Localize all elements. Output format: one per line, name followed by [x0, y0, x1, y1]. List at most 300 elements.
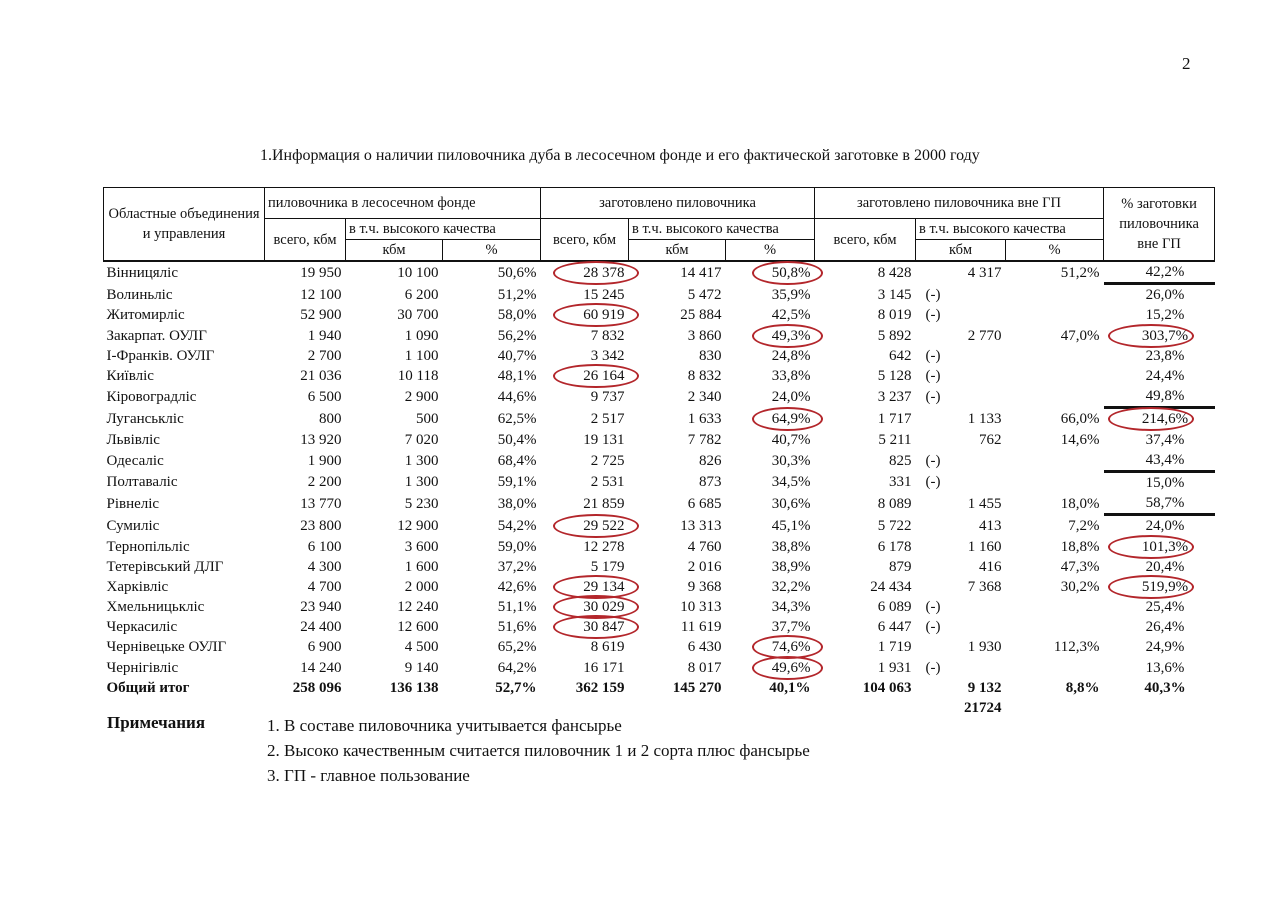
cell-value: 5 722 — [877, 517, 912, 534]
cell-value: 12 600 — [397, 619, 439, 636]
cell-fund-hq — [346, 366, 443, 386]
cell-harv-pct — [726, 326, 815, 346]
empty-cell — [815, 698, 916, 718]
cell-harv-hq — [629, 617, 726, 637]
cell-value: 7 832 — [590, 327, 625, 344]
cell-harv-pct — [726, 678, 815, 698]
cell-fund-hq — [346, 471, 443, 493]
cell-out-pct — [1006, 261, 1104, 284]
cell-value: 15,0% — [1145, 474, 1185, 491]
header-pct-outside: % заготовки пиловочника вне ГП — [1104, 188, 1215, 262]
cell-value: 1 940 — [307, 327, 342, 344]
cell-name — [104, 557, 265, 577]
cell-pct-outside — [1104, 326, 1215, 346]
cell-value: 34,3% — [771, 599, 811, 616]
cell-harv-total — [541, 658, 629, 678]
cell-harv-hq — [629, 284, 726, 306]
cell-value: 19 131 — [583, 431, 625, 448]
cell-name — [104, 515, 265, 537]
cell-fund-pct — [443, 617, 541, 637]
cell-harv-hq — [629, 577, 726, 597]
header-out-hq: в т.ч. высокого качества — [916, 219, 1104, 240]
cell-out-hq — [916, 658, 1006, 678]
cell-value: 1 100 — [404, 347, 439, 364]
cell-fund-total — [265, 408, 346, 430]
cell-out-hq — [916, 577, 1006, 597]
empty-cell — [1104, 698, 1215, 718]
cell-fund-hq — [346, 515, 443, 537]
cell-value: Сумиліс — [106, 517, 160, 534]
cell-value: 2 000 — [404, 578, 439, 595]
cell-out-pct — [1006, 678, 1104, 698]
cell-out-pct — [1006, 515, 1104, 537]
cell-value: 2 200 — [307, 474, 342, 491]
cell-value: Общий итог — [106, 679, 190, 696]
cell-fund-total — [265, 515, 346, 537]
cell-value: Київліс — [106, 368, 154, 385]
cell-harv-pct — [726, 577, 815, 597]
cell-harv-total — [541, 471, 629, 493]
cell-harv-hq — [629, 450, 726, 472]
cell-value: 4 317 — [967, 264, 1002, 281]
cell-name — [104, 430, 265, 450]
cell-fund-total — [265, 617, 346, 637]
cell-value: 762 — [979, 431, 1002, 448]
cell-value: 2 517 — [590, 410, 625, 427]
cell-value: 7 020 — [404, 431, 439, 448]
table-row — [104, 515, 1215, 537]
cell-out-hq — [916, 408, 1006, 430]
cell-harv-pct — [726, 536, 815, 556]
cell-fund-hq — [346, 261, 443, 284]
cell-value: 30,2% — [1060, 578, 1100, 595]
cell-harv-pct — [726, 305, 815, 325]
cell-pct-outside — [1104, 515, 1215, 537]
cell-value: 50,4% — [497, 431, 537, 448]
cell-value: (-) — [925, 286, 941, 303]
cell-value: 11 619 — [680, 619, 722, 636]
cell-fund-total — [265, 386, 346, 408]
cell-harv-total — [541, 597, 629, 617]
cell-value: 13,6% — [1145, 659, 1185, 676]
cell-fund-total — [265, 366, 346, 386]
cell-value: 3 600 — [404, 538, 439, 555]
cell-pct-outside — [1104, 430, 1215, 450]
cell-name — [104, 577, 265, 597]
cell-out-pct — [1006, 305, 1104, 325]
cell-fund-total — [265, 346, 346, 366]
cell-value: 112,3% — [1053, 639, 1100, 656]
cell-value: 37,7% — [771, 619, 811, 636]
cell-out-hq — [916, 284, 1006, 306]
cell-out-hq — [916, 637, 1006, 657]
cell-value: 24,0% — [1145, 518, 1185, 535]
cell-fund-pct — [443, 305, 541, 325]
cell-value: Чернігівліс — [106, 659, 179, 676]
cell-value: 8,8% — [1065, 679, 1100, 696]
cell-fund-total — [265, 557, 346, 577]
cell-value: 7,2% — [1068, 517, 1100, 534]
cell-pct-outside — [1104, 493, 1215, 515]
cell-fund-hq — [346, 597, 443, 617]
cell-fund-hq — [346, 326, 443, 346]
cell-value: Волиньліс — [106, 286, 173, 303]
table-row — [104, 597, 1215, 617]
cell-value: 30,3% — [771, 452, 811, 469]
cell-value: 104 063 — [862, 679, 912, 696]
cell-harv-pct — [726, 386, 815, 408]
cell-value: 58,0% — [497, 307, 537, 324]
highlighted-cell-value: 64,9% — [771, 410, 811, 427]
cell-value: 19 950 — [300, 264, 342, 281]
cell-harv-hq — [629, 346, 726, 366]
cell-value: 34,5% — [771, 474, 811, 491]
cell-out-total — [815, 597, 916, 617]
cell-value: 18,8% — [1060, 538, 1100, 555]
cell-out-pct — [1006, 536, 1104, 556]
table-body — [104, 261, 1215, 718]
cell-value: 1 633 — [687, 410, 722, 427]
cell-pct-outside — [1104, 261, 1215, 284]
cell-value: 9 140 — [404, 659, 439, 676]
cell-value: 1 300 — [404, 474, 439, 491]
cell-out-total — [815, 366, 916, 386]
cell-value: 8 619 — [590, 639, 625, 656]
header-group-harvested: заготовлено пиловочника — [541, 188, 815, 219]
cell-value: 1 090 — [404, 327, 439, 344]
cell-value: 2 340 — [687, 388, 722, 405]
table-row — [104, 471, 1215, 493]
cell-value: 2 531 — [590, 474, 625, 491]
table-header — [104, 188, 1215, 262]
cell-fund-pct — [443, 577, 541, 597]
cell-value: 2 725 — [590, 452, 625, 469]
header-harv-total: всего, кбм — [541, 219, 629, 262]
cell-pct-outside — [1104, 536, 1215, 556]
cell-value: 416 — [979, 558, 1002, 575]
cell-out-pct — [1006, 471, 1104, 493]
cell-value: Житомирліс — [106, 307, 185, 324]
cell-value: І-Франків. ОУЛГ — [106, 347, 215, 364]
cell-value: 45,1% — [771, 517, 811, 534]
cell-out-hq — [916, 617, 1006, 637]
cell-name — [104, 326, 265, 346]
cell-pct-outside — [1104, 597, 1215, 617]
cell-value: 56,2% — [497, 327, 537, 344]
cell-fund-total — [265, 577, 346, 597]
cell-value: 5 128 — [877, 368, 912, 385]
cell-value: 38,0% — [497, 495, 537, 512]
cell-harv-pct — [726, 597, 815, 617]
cell-harv-total — [541, 408, 629, 430]
cell-fund-hq — [346, 658, 443, 678]
table-row — [104, 305, 1215, 325]
table-row — [104, 326, 1215, 346]
cell-value: 25 884 — [680, 307, 722, 324]
cell-pct-outside — [1104, 471, 1215, 493]
cell-harv-total — [541, 366, 629, 386]
cell-name — [104, 305, 265, 325]
cell-pct-outside — [1104, 366, 1215, 386]
cell-value: 4 500 — [404, 639, 439, 656]
cell-fund-hq — [346, 450, 443, 472]
highlighted-cell-value: 28 378 — [583, 264, 625, 281]
cell-out-total — [815, 346, 916, 366]
cell-out-total — [815, 493, 916, 515]
cell-value: 35,9% — [771, 286, 811, 303]
cell-value: 40,7% — [771, 431, 811, 448]
cell-value: 2 900 — [404, 388, 439, 405]
note-item: 1. В составе пиловочника учитывается фансырье — [267, 716, 622, 735]
cell-harv-pct — [726, 430, 815, 450]
cell-out-total — [815, 305, 916, 325]
cell-fund-total — [265, 305, 346, 325]
table-row — [104, 346, 1215, 366]
highlighted-cell-value: 30 029 — [583, 599, 625, 616]
cell-out-total — [815, 450, 916, 472]
note-item: 3. ГП - главное пользование — [267, 766, 470, 785]
cell-value: 38,9% — [771, 558, 811, 575]
cell-out-total — [815, 326, 916, 346]
cell-value: 10 313 — [680, 599, 722, 616]
cell-fund-total — [265, 471, 346, 493]
cell-harv-hq — [629, 408, 726, 430]
cell-harv-total — [541, 536, 629, 556]
cell-value: 9 368 — [687, 578, 722, 595]
cell-value: 5 179 — [590, 558, 625, 575]
cell-value: 10 118 — [397, 368, 439, 385]
header-group-fund: пиловочника в лесосечном фонде — [265, 188, 541, 219]
cell-value: 873 — [699, 474, 722, 491]
cell-name — [104, 408, 265, 430]
cell-out-total — [815, 577, 916, 597]
cell-harv-hq — [629, 493, 726, 515]
page-number: 2 — [1182, 54, 1191, 73]
cell-value: 47,0% — [1060, 327, 1100, 344]
cell-name — [104, 346, 265, 366]
cell-out-pct — [1006, 326, 1104, 346]
cell-harv-total — [541, 430, 629, 450]
note-item: 2. Высоко качественным считается пиловочник 1 и 2 сорта плюс фансырье — [267, 741, 810, 760]
notes-list — [267, 713, 810, 788]
cell-value: 825 — [889, 452, 912, 469]
cell-value: 43,4% — [1145, 451, 1185, 468]
cell-fund-hq — [346, 430, 443, 450]
cell-value: 12 900 — [397, 517, 439, 534]
cell-out-total — [815, 536, 916, 556]
cell-value: 54,2% — [497, 517, 537, 534]
cell-harv-hq — [629, 305, 726, 325]
cell-out-hq — [916, 326, 1006, 346]
cell-value: 9 737 — [590, 388, 625, 405]
cell-harv-hq — [629, 637, 726, 657]
cell-value: Харківліс — [106, 578, 169, 595]
cell-value: 3 237 — [877, 388, 912, 405]
cell-value: 23 800 — [300, 517, 342, 534]
cell-name — [104, 637, 265, 657]
cell-harv-total — [541, 450, 629, 472]
cell-value: (-) — [925, 599, 941, 616]
cell-value: Чернівецьке ОУЛГ — [106, 639, 227, 656]
table-row — [104, 658, 1215, 678]
cell-name — [104, 617, 265, 637]
highlighted-cell-value: 30 847 — [583, 619, 625, 636]
cell-out-hq — [916, 261, 1006, 284]
cell-value: 500 — [416, 410, 439, 427]
cell-value: 51,2% — [497, 286, 537, 303]
cell-fund-pct — [443, 326, 541, 346]
cell-value: 24,4% — [1145, 368, 1185, 385]
cell-fund-hq — [346, 386, 443, 408]
cell-name — [104, 678, 265, 698]
cell-out-total — [815, 386, 916, 408]
extra-value: 21724 — [964, 700, 1002, 717]
table-row — [104, 637, 1215, 657]
cell-value: 2 770 — [967, 327, 1002, 344]
header-fund-hq-pct: % — [443, 240, 541, 262]
document-title: 1.Информация о наличии пиловочника дуба в лесосечном фонде и его фактической заготовке в 2000 году — [260, 147, 980, 164]
cell-fund-pct — [443, 261, 541, 284]
cell-fund-hq — [346, 637, 443, 657]
cell-pct-outside — [1104, 678, 1215, 698]
cell-out-pct — [1006, 493, 1104, 515]
cell-value: 12 278 — [583, 538, 625, 555]
cell-out-pct — [1006, 366, 1104, 386]
cell-value: Кіровоградліс — [106, 388, 197, 405]
cell-fund-pct — [443, 471, 541, 493]
cell-out-total — [815, 637, 916, 657]
table-row — [104, 557, 1215, 577]
cell-harv-pct — [726, 366, 815, 386]
cell-value: 59,1% — [497, 474, 537, 491]
cell-out-hq — [916, 346, 1006, 366]
cell-value: 33,8% — [771, 368, 811, 385]
cell-value: 40,1% — [769, 679, 811, 696]
cell-harv-hq — [629, 536, 726, 556]
cell-value: 30 700 — [397, 307, 439, 324]
table-row — [104, 536, 1215, 556]
cell-value: Тетерівський ДЛГ — [106, 558, 224, 575]
cell-fund-total — [265, 658, 346, 678]
cell-value: 2 700 — [307, 347, 342, 364]
cell-fund-total — [265, 284, 346, 306]
cell-fund-hq — [346, 557, 443, 577]
highlighted-cell-value: 49,6% — [771, 659, 811, 676]
cell-harv-pct — [726, 346, 815, 366]
cell-value: 136 138 — [389, 679, 439, 696]
cell-out-pct — [1006, 346, 1104, 366]
cell-value: 12 240 — [397, 599, 439, 616]
cell-value: 362 159 — [575, 679, 625, 696]
cell-value: 24,8% — [771, 347, 811, 364]
cell-value: 3 145 — [877, 286, 912, 303]
cell-fund-total — [265, 493, 346, 515]
cell-value: 7 368 — [967, 578, 1002, 595]
cell-harv-total — [541, 346, 629, 366]
cell-harv-total — [541, 678, 629, 698]
cell-value: 24,9% — [1145, 639, 1185, 656]
cell-harv-hq — [629, 658, 726, 678]
cell-value: 5 211 — [878, 431, 912, 448]
cell-fund-hq — [346, 493, 443, 515]
cell-value: 879 — [889, 558, 912, 575]
cell-value: 3 342 — [590, 347, 625, 364]
cell-harv-total — [541, 557, 629, 577]
cell-value: 15,2% — [1145, 307, 1185, 324]
cell-value: 8 089 — [877, 495, 912, 512]
cell-pct-outside — [1104, 346, 1215, 366]
cell-value: 2 016 — [687, 558, 722, 575]
cell-value: 4 760 — [687, 538, 722, 555]
cell-value: 6 200 — [404, 286, 439, 303]
cell-harv-total — [541, 617, 629, 637]
header-harv-hq-kbm: кбм — [629, 240, 726, 262]
header-fund-total: всего, кбм — [265, 219, 346, 262]
cell-fund-hq — [346, 678, 443, 698]
header-harv-hq: в т.ч. высокого качества — [629, 219, 815, 240]
cell-value: 5 892 — [877, 327, 912, 344]
cell-out-total — [815, 678, 916, 698]
cell-harv-hq — [629, 557, 726, 577]
cell-value: 42,2% — [1145, 264, 1185, 281]
cell-value: (-) — [925, 368, 941, 385]
cell-value: 13 770 — [300, 495, 342, 512]
cell-value: Полтаваліс — [106, 474, 178, 491]
cell-value: 14,6% — [1060, 431, 1100, 448]
cell-harv-pct — [726, 515, 815, 537]
cell-fund-pct — [443, 493, 541, 515]
cell-value: Черкасиліс — [106, 619, 178, 636]
highlighted-cell-value: 49,3% — [771, 327, 811, 344]
cell-value: 25,4% — [1145, 599, 1185, 616]
cell-value: 800 — [319, 410, 342, 427]
cell-value: 15 245 — [583, 286, 625, 303]
cell-value: 50,6% — [497, 264, 537, 281]
highlighted-cell-value: 101,3% — [1141, 538, 1189, 555]
cell-value: 49,8% — [1145, 388, 1185, 405]
cell-harv-hq — [629, 515, 726, 537]
cell-out-total — [815, 515, 916, 537]
cell-harv-hq — [629, 261, 726, 284]
cell-value: 18,0% — [1060, 495, 1100, 512]
cell-out-pct — [1006, 658, 1104, 678]
header-fund-hq: в т.ч. высокого качества — [346, 219, 541, 240]
extra-value-cell — [916, 698, 1006, 718]
total-row — [104, 678, 1215, 698]
cell-value: 66,0% — [1060, 410, 1100, 427]
cell-value: 21 036 — [300, 368, 342, 385]
cell-value: 42,5% — [771, 307, 811, 324]
cell-harv-total — [541, 637, 629, 657]
cell-value: 1 719 — [877, 639, 912, 656]
cell-value: 37,4% — [1145, 431, 1185, 448]
cell-value: (-) — [925, 307, 941, 324]
cell-fund-hq — [346, 536, 443, 556]
cell-out-pct — [1006, 577, 1104, 597]
cell-value: 8 428 — [877, 264, 912, 281]
cell-value: 16 171 — [583, 659, 625, 676]
cell-fund-total — [265, 597, 346, 617]
cell-value: 14 240 — [300, 659, 342, 676]
cell-harv-pct — [726, 408, 815, 430]
cell-name — [104, 450, 265, 472]
cell-harv-hq — [629, 366, 726, 386]
cell-harv-hq — [629, 597, 726, 617]
cell-harv-hq — [629, 326, 726, 346]
cell-value: (-) — [925, 659, 941, 676]
cell-out-total — [815, 261, 916, 284]
cell-value: 38,8% — [771, 538, 811, 555]
